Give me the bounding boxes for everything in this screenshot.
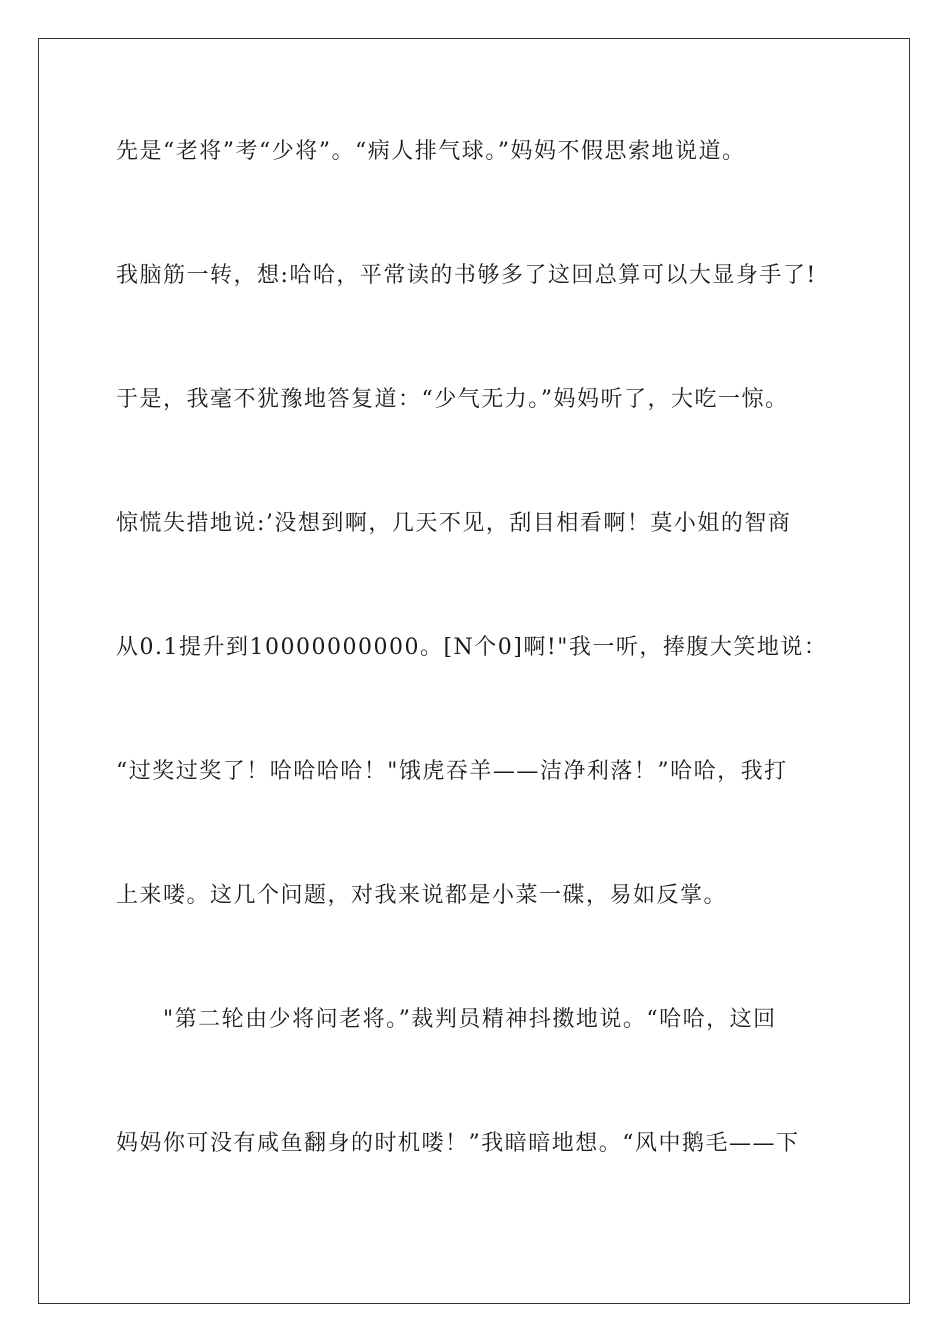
text-line: 惊慌失措地说:’没想到啊，几天不见，刮目相看啊！莫小姐的智商 xyxy=(116,511,792,536)
text-line: 先是“老将”考“少将”。“病人排气球。”妈妈不假思索地说道。 xyxy=(116,139,746,164)
text-line: 妈妈你可没有咸鱼翻身的时机喽！”我暗暗地想。“风中鹅毛——下 xyxy=(116,1131,800,1156)
text-line: 于是，我毫不犹豫地答复道：“少气无力。”妈妈听了，大吃一惊。 xyxy=(116,387,789,412)
text-line: "第二轮由少将问老将。”裁判员精神抖擞地说。“哈哈，这回 xyxy=(116,1007,777,1032)
text-line: 从0.1提升到10000000000。[N个0]啊!"我一听，捧腹大笑地说： xyxy=(116,635,828,660)
text-line: “过奖过奖了！哈哈哈哈！"饿虎吞羊——洁净利落！”哈哈，我打 xyxy=(116,759,788,784)
page-border xyxy=(38,38,910,1304)
text-line: 我脑筋一转，想:哈哈，平常读的书够多了这回总算可以大显身手了! xyxy=(116,263,817,288)
text-line: 上来喽。这几个问题，对我来说都是小菜一碟，易如反掌。 xyxy=(116,883,728,908)
